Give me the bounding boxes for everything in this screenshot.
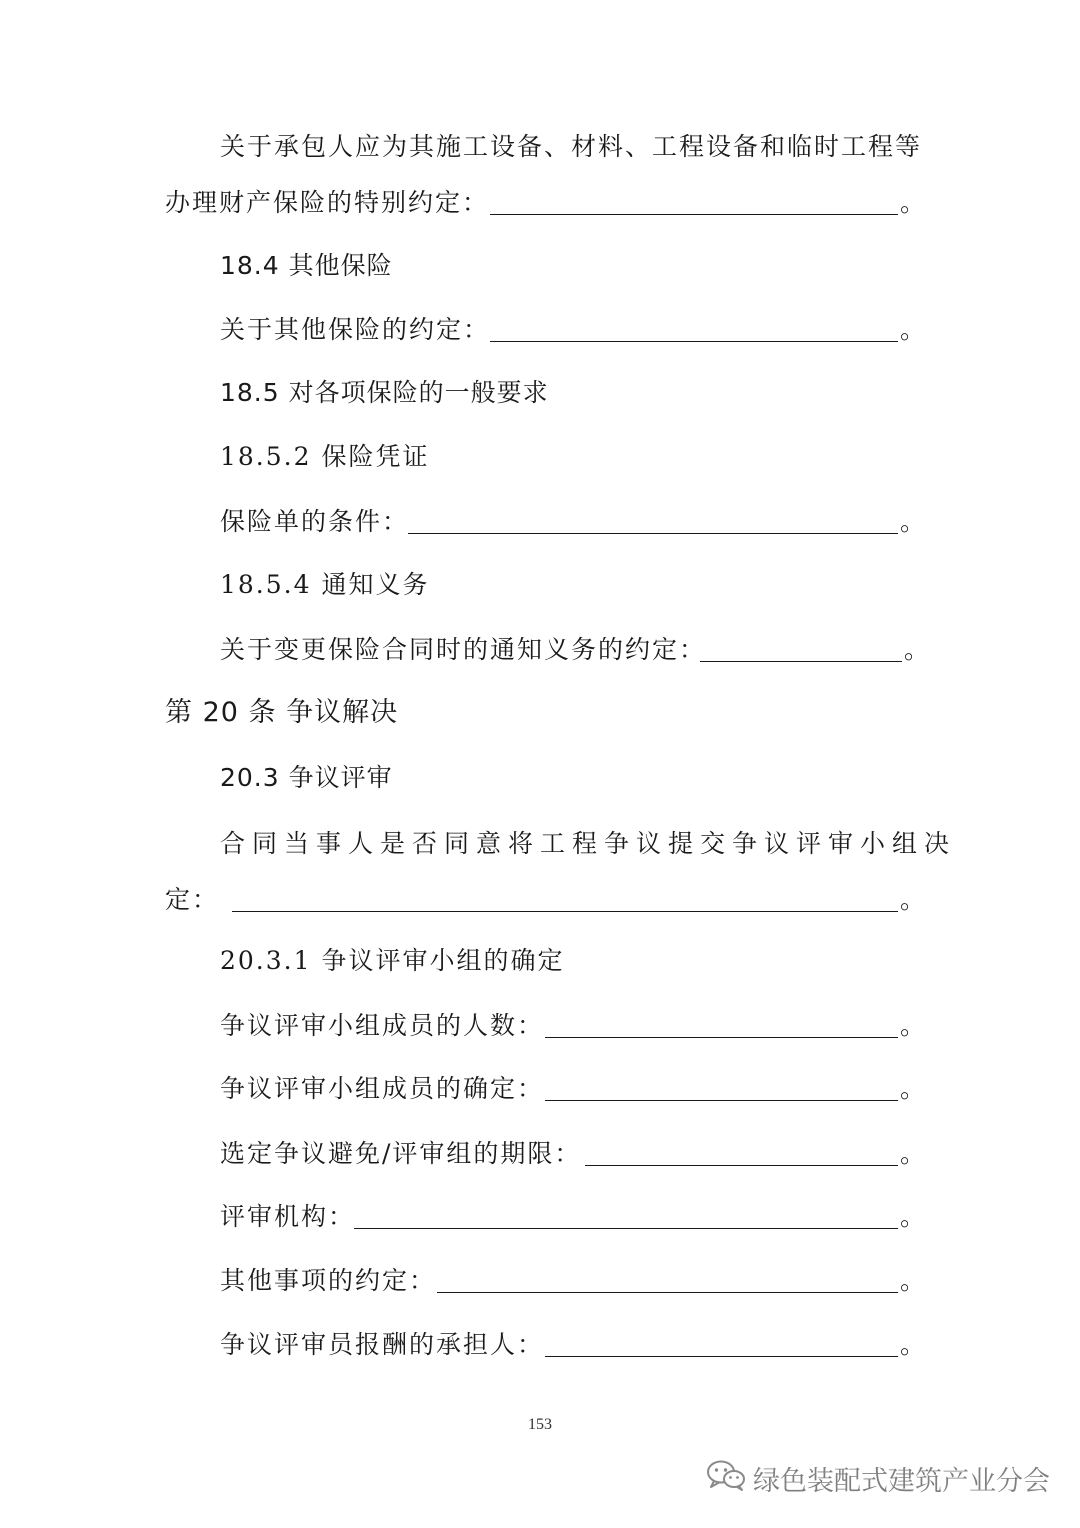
section-heading-20-3 [0, 758, 1080, 798]
heading-text: 20.3.1 争议评审小组的确定 [220, 946, 565, 975]
paragraph-dispute-review [0, 824, 1080, 864]
period: 。 [900, 188, 928, 217]
paragraph-text: 合同当事人是否同意将工程争议提交争议评审小组决 [220, 829, 957, 858]
field-label: 定： [165, 885, 220, 914]
blank-underline[interactable] [545, 1356, 898, 1357]
period: 。 [900, 1074, 928, 1103]
field-label: 保险单的条件： [220, 507, 410, 536]
field-label: 评审机构： [220, 1202, 356, 1231]
subheading-18-5-4 [0, 565, 1080, 605]
blank-underline[interactable] [545, 1037, 898, 1038]
fill-line-members-confirm [0, 1069, 1080, 1109]
blank-underline[interactable] [545, 1100, 898, 1101]
fill-line-other-matters [0, 1261, 1080, 1301]
blank-underline[interactable] [700, 661, 902, 662]
blank-underline[interactable] [408, 533, 898, 534]
blank-underline[interactable] [354, 1228, 898, 1229]
field-label: 选定争议避免/评审组的期限： [220, 1139, 582, 1168]
subheading-18-5-2 [0, 437, 1080, 477]
period: 。 [900, 507, 928, 536]
section-heading-18-4 [0, 246, 1080, 286]
subheading-20-3-1 [0, 941, 1080, 981]
heading-text: 18.5.2 保险凭证 [220, 442, 430, 471]
watermark-text: 绿色装配式建筑产业分会 [753, 1466, 1050, 1497]
period: 。 [900, 885, 928, 914]
fill-line-policy-conditions [0, 502, 1080, 542]
fill-line-fee-bearer [0, 1325, 1080, 1365]
fill-line-property-insurance [0, 183, 1080, 223]
wechat-icon [705, 1458, 747, 1506]
heading-text: 18.4 其他保险 [220, 251, 393, 280]
field-label: 关于变更保险合同时的通知义务的约定： [220, 635, 707, 664]
paragraph-text: 关于承包人应为其施工设备、材料、工程设备和临时工程等 [220, 132, 923, 161]
fill-line-members-count [0, 1006, 1080, 1046]
watermark [705, 1458, 1050, 1502]
blank-underline[interactable] [585, 1165, 898, 1166]
heading-text: 第 20 条 争议解决 [165, 697, 399, 728]
heading-text: 18.5.4 通知义务 [220, 570, 430, 599]
field-label: 争议评审小组成员的确定： [220, 1074, 545, 1103]
heading-text: 18.5 对各项保险的一般要求 [220, 378, 549, 407]
field-label: 办理财产保险的特别约定： [165, 188, 490, 217]
blank-underline[interactable] [437, 1292, 898, 1293]
field-label: 争议评审小组成员的人数： [220, 1011, 545, 1040]
fill-line-deadline [0, 1134, 1080, 1174]
period: 。 [904, 635, 932, 664]
paragraph-property-insurance [0, 127, 1080, 167]
field-label: 其他事项的约定： [220, 1266, 437, 1295]
article-heading-20 [0, 693, 1080, 733]
field-label: 关于其他保险的约定： [220, 315, 491, 344]
field-label: 争议评审员报酬的承担人： [220, 1330, 545, 1359]
section-heading-18-5 [0, 373, 1080, 413]
period: 。 [900, 1330, 928, 1359]
period: 。 [900, 315, 928, 344]
fill-line-dispute-review [0, 880, 1080, 920]
fill-line-institution [0, 1197, 1080, 1237]
period: 。 [900, 1011, 928, 1040]
page-number: 153 [528, 1416, 552, 1433]
fill-line-other-insurance [0, 310, 1080, 350]
blank-underline[interactable] [232, 911, 898, 912]
blank-underline[interactable] [490, 341, 898, 342]
period: 。 [900, 1266, 928, 1295]
period: 。 [900, 1202, 928, 1231]
period: 。 [900, 1139, 928, 1168]
blank-underline[interactable] [490, 214, 898, 215]
fill-line-notice-obligation [0, 630, 1080, 670]
heading-text: 20.3 争议评审 [220, 763, 393, 792]
